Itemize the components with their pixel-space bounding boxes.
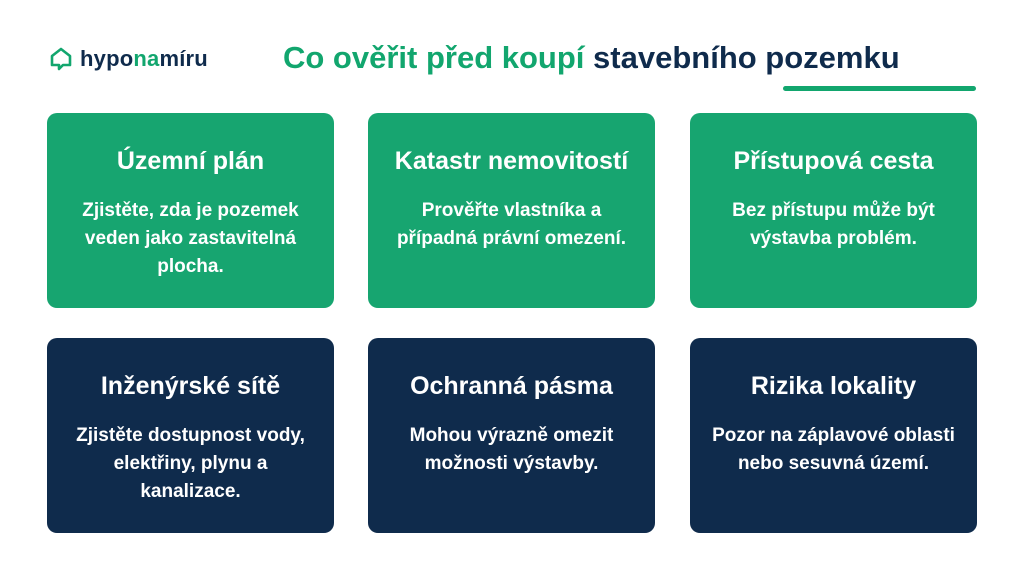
card-text: Bez přístupu může být výstavba problém.	[732, 200, 935, 249]
card-text: Zjistěte, zda je pozemek veden jako zastavitelná plocha.	[82, 200, 299, 277]
title-underline	[783, 86, 976, 91]
title-dark-part: stavebního pozemku	[593, 40, 900, 75]
card-title: Ochranná pásma	[410, 372, 613, 400]
title-green-part: Co ověřit před koupí	[283, 40, 585, 75]
card-katastr	[368, 113, 655, 308]
card-ochranna-pasma	[368, 338, 655, 533]
card-text: Pozor na záplavové oblasti nebo sesuvná území.	[712, 425, 955, 474]
card-title: Přístupová cesta	[733, 147, 934, 175]
card-rizika-lokality	[690, 338, 977, 533]
brand-logo	[50, 46, 208, 72]
card-text: Mohou výrazně omezit možnosti výstavby.	[409, 425, 614, 474]
card-text: Prověřte vlastníka a případná právní omezení.	[396, 200, 627, 249]
card-title: Rizika lokality	[750, 372, 917, 400]
card-inzenyrske-site	[47, 338, 334, 533]
brand-wordmark	[80, 46, 208, 72]
brand-part-hypo: hypo	[80, 46, 134, 71]
card-title: Inženýrské sítě	[100, 372, 281, 400]
card-uzemni-plan	[47, 113, 334, 308]
card-title: Územní plán	[116, 147, 265, 175]
card-pristupova-cesta	[690, 113, 977, 308]
house-chat-icon	[50, 47, 72, 71]
card-title: Katastr nemovitostí	[394, 147, 629, 175]
card-text: Zjistěte dostupnost vody, elektřiny, plynu a kanalizace.	[76, 425, 305, 502]
brand-part-miru: míru	[159, 46, 208, 71]
brand-part-na: na	[133, 46, 160, 71]
page-title	[283, 40, 900, 76]
